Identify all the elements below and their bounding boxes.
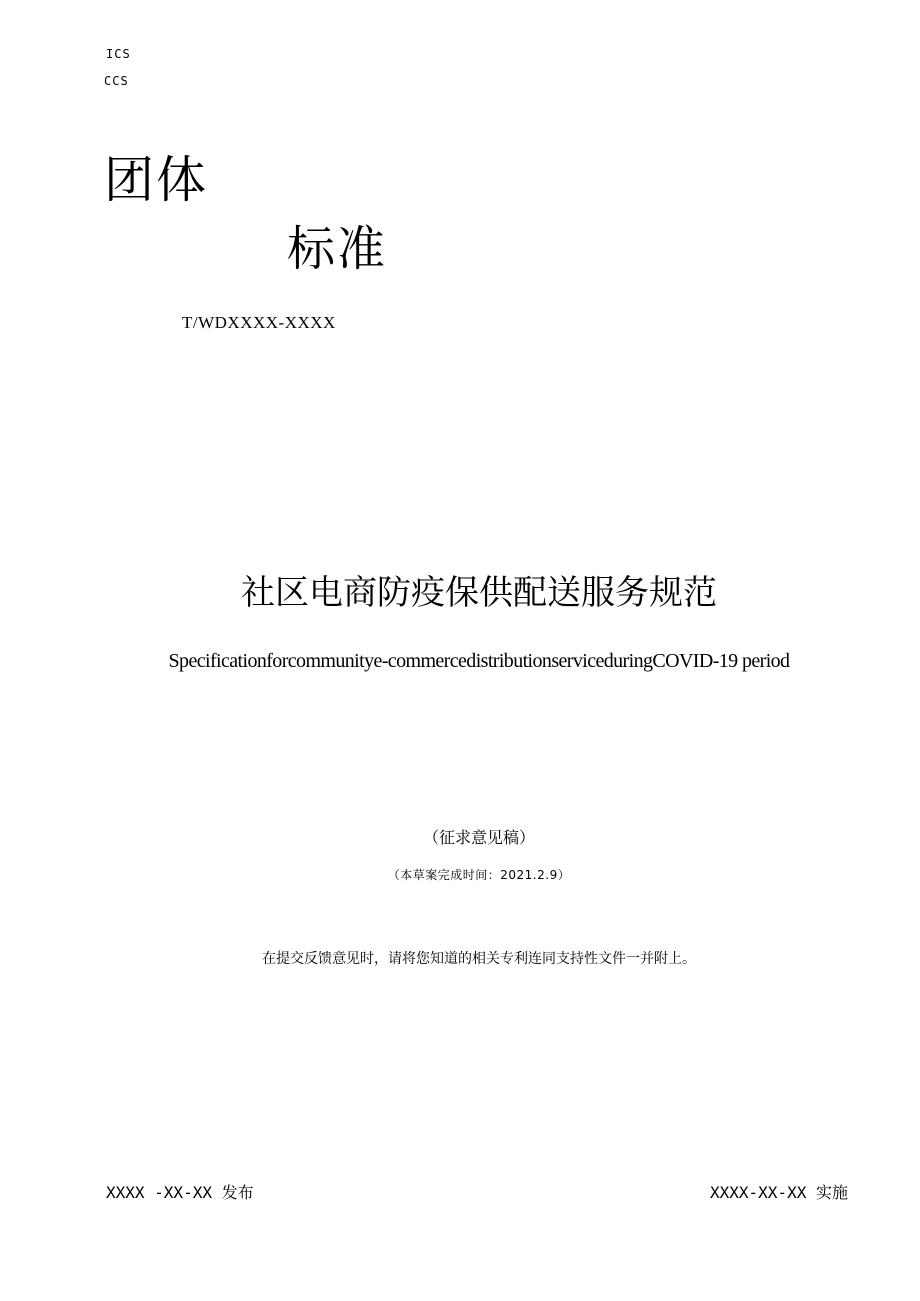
group-title: 团体 xyxy=(104,151,208,209)
draft-completion-date: （本草案完成时间：2021.2.9） xyxy=(387,868,571,882)
document-title-chinese: 社区电商防疫保供配送服务规范 xyxy=(241,573,717,613)
document-title-english: Specificationforcommunitye-commercedistributionserviceduringCOVID-19 period xyxy=(168,650,790,672)
standard-number: T/WDXXXX-XXXX xyxy=(182,313,336,332)
implement-date: XXXX-XX-XX 实施 xyxy=(710,1183,848,1202)
standard-title: 标准 xyxy=(287,221,388,277)
patent-notice: 在提交反馈意见时，请将您知道的相关专利连同支持性文件一并附上。 xyxy=(262,951,696,967)
ics-code: ICS xyxy=(106,47,131,61)
publish-date: XXXX -XX-XX 发布 xyxy=(106,1183,254,1202)
ccs-code: CCS xyxy=(104,74,129,88)
draft-label: （征求意见稿） xyxy=(422,828,535,847)
